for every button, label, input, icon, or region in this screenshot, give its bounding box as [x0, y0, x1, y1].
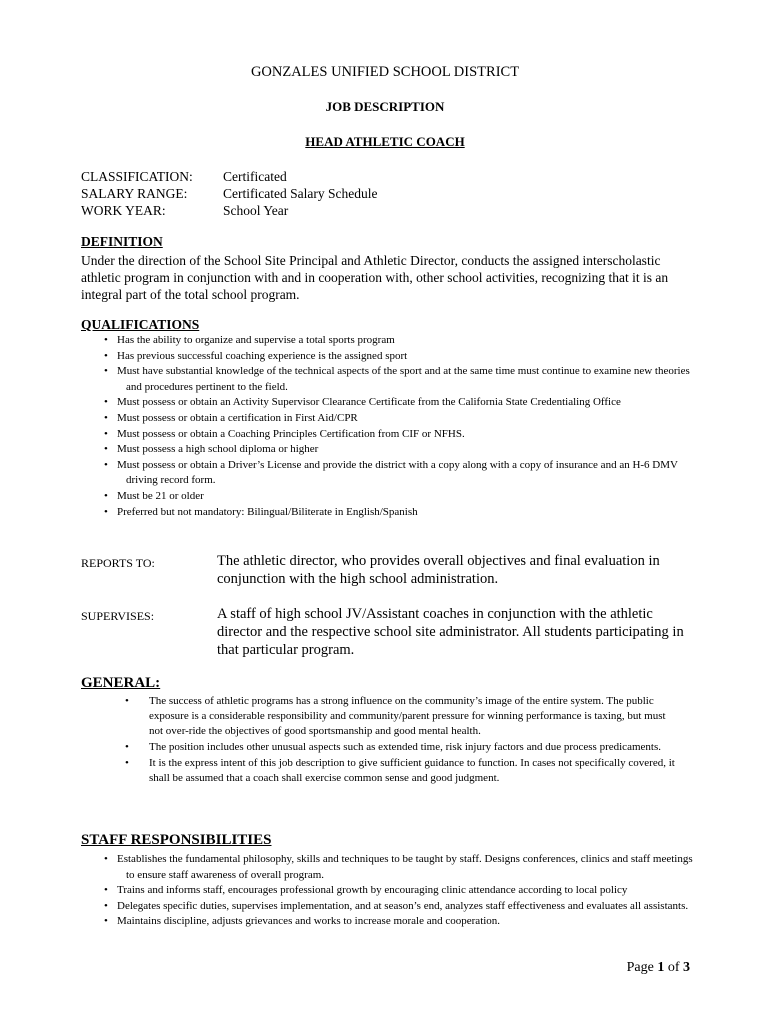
list-item-text: Establishes the fundamental philosophy, skills and techniques to be taught by staff. Designs conferences, clinics and staff meetings to ensure staff awareness of overall program. [117, 853, 693, 881]
job-meta [81, 168, 377, 219]
page-number [627, 960, 690, 976]
list-item [104, 489, 697, 505]
list-item-text: It is the express intent of this job description to give sufficient guidance to function. In cases not specifically covered, it shall be assumed that a coach shall exercise common sense and good judgment. [149, 757, 675, 784]
bullet-icon: • [125, 757, 129, 769]
bullet-icon: • [104, 915, 108, 928]
staff-responsibilities-heading: STAFF RESPONSIBILITIES [81, 832, 272, 848]
bullet-icon: • [104, 458, 108, 471]
list-item [125, 740, 679, 755]
bullet-icon: • [104, 411, 108, 424]
list-item [104, 883, 697, 899]
meta-row-classification [81, 168, 377, 185]
list-item-text: The success of athletic programs has a strong influence on the community’s image of the entire system. The public exposure is a considerable responsibility and community/parent pressure for winning performance is taxing, but must not over-ride the objectives of good sportsmanship and good mental health. [149, 695, 666, 737]
list-item [104, 333, 697, 349]
list-item [104, 505, 697, 521]
list-item-text: Preferred but not mandatory: Bilingual/Biliterate in English/Spanish [117, 505, 418, 518]
list-item-text: Must possess or obtain a certification in First Aid/CPR [117, 411, 358, 424]
bullet-icon: • [104, 505, 108, 518]
list-item-text: Has the ability to organize and supervise a total sports program [117, 334, 395, 346]
page-total: 3 [683, 960, 690, 975]
bullet-icon: • [104, 884, 108, 897]
of-word: of [667, 960, 680, 975]
list-item-text: Must possess a high school diploma or higher [117, 443, 319, 456]
meta-row-salary-range [81, 185, 377, 202]
bullet-icon: • [125, 695, 129, 707]
job-title: HEAD ATHLETIC COACH [305, 134, 465, 149]
page-word: Page [626, 960, 654, 975]
document-type: JOB DESCRIPTION [325, 99, 445, 114]
list-item-text: Maintains discipline, adjusts grievances and works to increase morale and cooperation. [117, 915, 501, 928]
list-item-text: Must possess or obtain an Activity Supervisor Clearance Certificate from the California State Credentialing Office [117, 396, 621, 409]
bullet-icon: • [104, 899, 108, 912]
reports-to-text: The athletic director, who provides overall objectives and final evaluation in conjunction with the high school administration. [217, 553, 660, 587]
bullet-icon: • [104, 349, 108, 362]
list-item [104, 427, 697, 443]
definition-text: Under the direction of the School Site Principal and Athletic Director, conducts the assigned interscholastic athletic program in conjunction with and in cooperation with, other school activities, recognizing that it is an integral part of the total school program. [81, 253, 669, 302]
list-item-text: The position includes other unusual aspects such as extended time, risk injury factors and due process predicaments. [149, 741, 661, 753]
bullet-icon: • [104, 365, 108, 378]
reports-to-label: REPORTS TO: [81, 556, 155, 570]
list-item [104, 899, 697, 915]
list-item [104, 395, 697, 411]
list-item [104, 852, 697, 883]
list-item [104, 914, 697, 930]
list-item-text: Has previous successful coaching experience is the assigned sport [117, 349, 408, 362]
qualifications-list [104, 333, 697, 520]
list-item-text: Must possess or obtain a Driver’s License and provide the district with a copy along with a copy of insurance and an H-6 DMV driving record form. [117, 458, 678, 487]
district-name: GONZALES UNIFIED SCHOOL DISTRICT [250, 64, 520, 80]
supervises-text: A staff of high school JV/Assistant coaches in conjunction with the athletic director and the respective school site administrator. All students participating in that particular program. [217, 606, 684, 658]
meta-key: SALARY RANGE: [81, 186, 188, 201]
bullet-icon: • [104, 489, 108, 502]
meta-value: School Year [223, 203, 289, 218]
bullet-icon: • [125, 741, 129, 753]
bullet-icon: • [104, 443, 108, 456]
general-list [125, 694, 679, 787]
page-current: 1 [657, 960, 665, 975]
bullet-icon: • [104, 334, 108, 346]
meta-row-work-year [81, 202, 377, 219]
general-heading: GENERAL: [81, 675, 161, 691]
bullet-icon: • [104, 427, 108, 440]
list-item [104, 349, 697, 365]
list-item-text: Trains and informs staff, encourages professional growth by encouraging clinic attendance according to local policy [117, 884, 628, 897]
list-item [104, 458, 697, 489]
list-item [125, 756, 679, 786]
qualifications-heading: QUALIFICATIONS [81, 317, 200, 332]
staff-responsibilities-list [104, 852, 697, 930]
list-item [104, 364, 697, 395]
meta-value: Certificated Salary Schedule [223, 186, 378, 201]
list-item [104, 411, 697, 427]
list-item [104, 442, 697, 458]
bullet-icon: • [104, 853, 108, 865]
meta-key: WORK YEAR: [81, 203, 166, 218]
list-item [125, 694, 679, 739]
meta-value: Certificated [223, 169, 287, 184]
list-item-text: Must be 21 or older [117, 489, 204, 502]
list-item-text: Must have substantial knowledge of the technical aspects of the sport and at the same time must continue to examine new theories and procedures pertinent to the field. [117, 365, 690, 393]
supervises-row [81, 605, 701, 659]
list-item-text: Must possess or obtain a Coaching Principles Certification from CIF or NFHS. [117, 427, 465, 440]
supervises-label: SUPERVISES: [81, 609, 155, 623]
bullet-icon: • [104, 396, 108, 409]
definition-heading: DEFINITION [81, 234, 163, 249]
list-item-text: Delegates specific duties, supervises implementation, and at season’s end, analyzes staff effectiveness and evaluates all assistants. [117, 899, 689, 912]
reports-to-row [81, 552, 701, 588]
meta-key: CLASSIFICATION: [81, 169, 193, 184]
